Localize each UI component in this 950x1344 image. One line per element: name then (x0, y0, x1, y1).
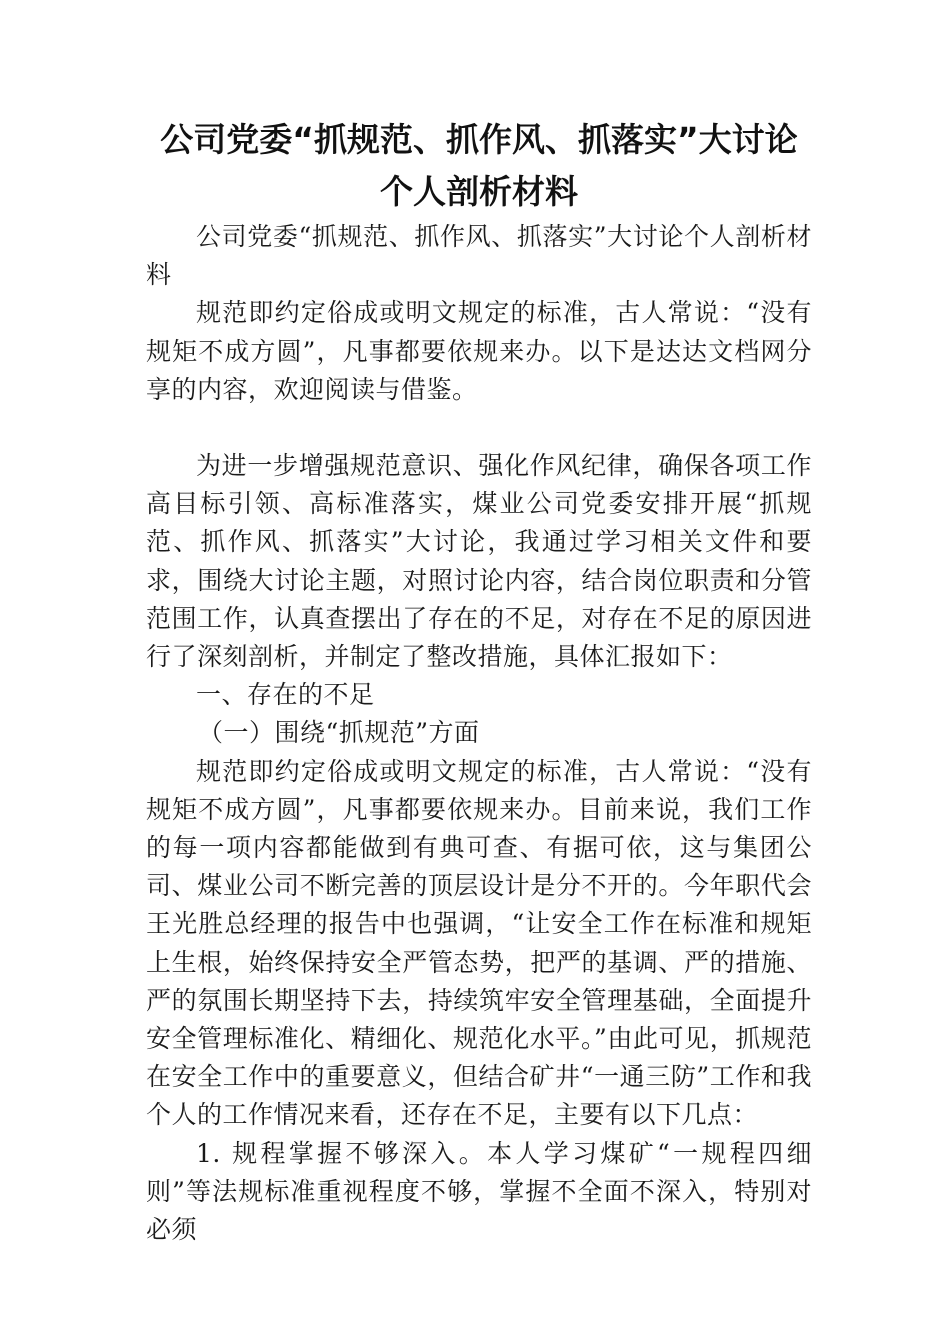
paragraph-intro: 规范即约定俗成或明文规定的标准，古人常说：“没有规矩不成方圆”，凡事都要依规来办。以下是达达文档网分享的内容，欢迎阅读与借鉴。 (146, 298, 812, 404)
subsection-heading: （一）围绕“抓规范”方面 (198, 718, 480, 748)
title-line-2: 个人剖析材料 (380, 172, 578, 211)
paragraph-subtitle: 公司党委“抓规范、抓作风、抓落实”大讨论个人剖析材料 (146, 222, 812, 290)
title-line-1: 公司党委“抓规范、抓作风、抓落实”大讨论 (160, 120, 798, 159)
paragraph-point-1: 1. 规程掌握不够深入。本人学习煤矿“一规程四细则”等法规标准重视程度不够，掌握不全面不深入，特别对必须 (146, 1138, 812, 1245)
paragraph-background: 为进一步增强规范意识、强化作风纪律，确保各项工作高目标引领、高标准落实，煤业公司党委安排开展“抓规范、抓作风、抓落实”大讨论，我通过学习相关文件和要求，围绕大讨论主题，对照讨论内容，结合岗位职责和分管范围工作，认真查摆出了存在的不足，对存在不足的原因进行了深刻剖析，并制定了整改措施，具体汇报如下： (146, 451, 812, 672)
section-heading: 一、存在的不足 (196, 680, 375, 710)
document-body (146, 218, 812, 1249)
paragraph-standards: 规范即约定俗成或明文规定的标准，古人常说：“没有规矩不成方圆”，凡事都要依规来办。目前来说，我们工作的每一项内容都能做到有典可查、有据可依，这与集团公司、煤业公司不断完善的顶层设计是分不开的。今年职代会王光胜总经理的报告中也强调，“让安全工作在标准和规矩上生根，始终保持安全严管态势，把严的基调、严的措施、严的氛围长期坚持下去，持续筑牢安全管理基础，全面提升安全管理标准化、精细化、规范化水平。”由此可见，抓规范在安全工作中的重要意义，但结合矿井“一通三防”工作和我个人的工作情况来看，还存在不足，主要有以下几点： (146, 756, 812, 1130)
document-title (146, 114, 812, 218)
document-page (146, 114, 812, 1249)
blank-line (146, 409, 812, 447)
